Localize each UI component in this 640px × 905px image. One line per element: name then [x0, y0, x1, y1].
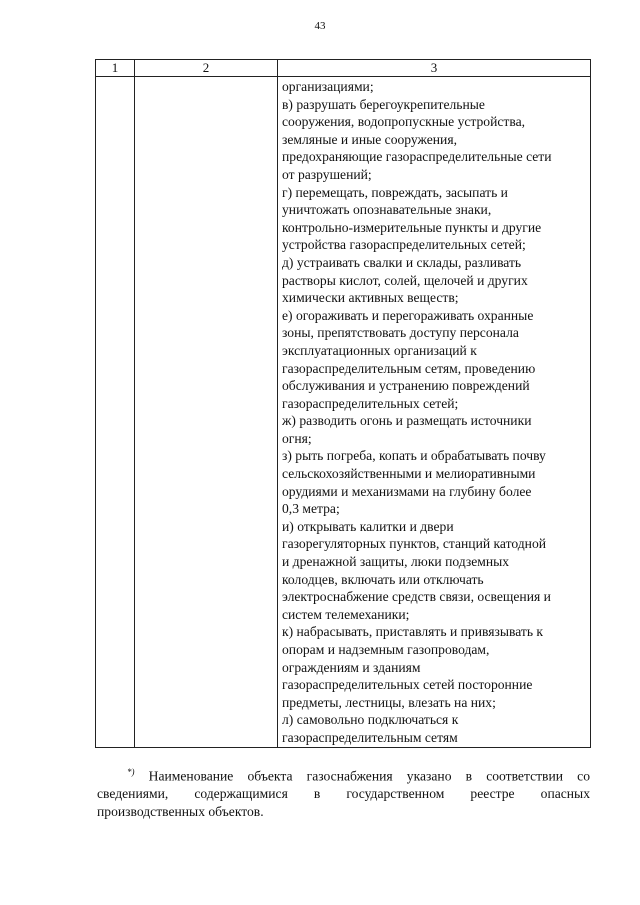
text-line: ограждениям и зданиям [282, 659, 421, 675]
text-line: уничтожать опознавательные знаки, [282, 202, 492, 218]
text-line: и дренажной защиты, люки подземных [282, 554, 510, 570]
text-line: 0,3 метра; [282, 501, 340, 517]
text-line: предохраняющие газораспределительные сети [282, 149, 552, 165]
footnote-line: производственных объектов. [97, 803, 264, 819]
text-line: растворы кислот, солей, щелочей и других [282, 272, 528, 288]
requirements-table [95, 59, 591, 748]
text-line: от разрушений; [282, 166, 372, 182]
text-line: г) перемещать, повреждать, засыпать и [282, 184, 508, 200]
footnote-text-1: Наименование объекта газоснабжения указано в соответствии со [148, 768, 590, 784]
text-line: орудиями и механизмами на глубину более [282, 483, 532, 499]
text-line: и) открывать калитки и двери [282, 518, 454, 534]
footnote-mark: *) [127, 767, 135, 777]
footnote [97, 764, 590, 820]
text-line: зоны, препятствовать доступу персонала [282, 325, 519, 341]
footnote-line: сведениями, содержащимися в государственном реестре опасных [97, 786, 590, 802]
text-line: в) разрушать берегоукрепительные [282, 96, 485, 112]
page-number: 43 [314, 20, 326, 32]
column-header-2: 2 [135, 60, 278, 77]
text-line: к) набрасывать, приставлять и привязывать к [282, 624, 544, 640]
text-line: д) устраивать свалки и склады, разливать [282, 254, 522, 270]
text-line: опорам и надземным газопроводам, [282, 642, 490, 657]
text-line: эксплуатационных организаций к [282, 342, 477, 358]
text-line: газораспределительным сетям [282, 729, 458, 745]
table-cell-col3 [278, 77, 591, 748]
text-line: организациями; [282, 79, 374, 94]
text-line: химически активных веществ; [282, 290, 459, 306]
table-cell-col2 [135, 77, 278, 748]
text-line: газораспределительных сетей; [282, 395, 459, 411]
text-line: сооружения, водопропускные устройства, [282, 114, 526, 130]
prohibitions-text [278, 77, 590, 747]
text-line: сельскохозяйственными и мелиоративными [282, 466, 536, 482]
text-line: колодцев, включать или отключать [282, 571, 484, 587]
text-line: з) рыть погреба, копать и обрабатывать почву [282, 448, 546, 464]
text-line: газораспределительных сетей посторонние [282, 677, 533, 693]
text-line: е) огораживать и перегораживать охранные [282, 307, 534, 323]
text-line: устройства газораспределительных сетей; [282, 237, 526, 253]
text-line: предметы, лестницы, влезать на них; [282, 694, 496, 710]
table-cell-col1 [96, 77, 135, 748]
text-line: обслуживания и устранению повреждений [282, 378, 530, 394]
column-header-1: 1 [96, 60, 135, 77]
text-line: систем телемеханики; [282, 606, 410, 622]
text-line: газораспределительным сетям, проведению [282, 360, 536, 376]
text-line: контрольно-измерительные пункты и другие [282, 219, 542, 235]
column-header-3: 3 [278, 60, 591, 77]
text-line: электроснабжение средств связи, освещения и [282, 589, 551, 605]
text-line: земляные и иные сооружения, [282, 131, 457, 147]
text-line: газорегуляторных пунктов, станций катодной [282, 536, 547, 552]
text-line: огня; [282, 430, 312, 446]
text-line: л) самовольно подключаться к [282, 712, 459, 728]
text-line: ж) разводить огонь и размещать источники [282, 413, 532, 429]
table-header-row [96, 60, 591, 77]
footnote-line [97, 764, 590, 785]
table-row [96, 77, 591, 748]
